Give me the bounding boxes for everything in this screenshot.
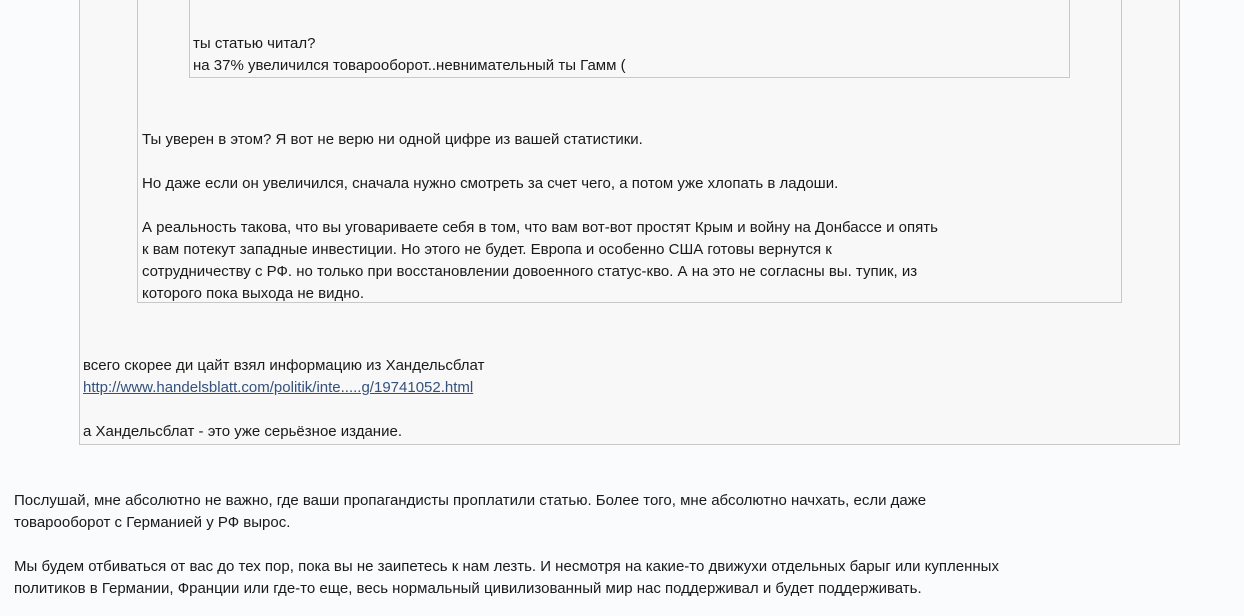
post-para2-line-1: Мы будем отбиваться от вас до тех пор, пока вы не заипетесь к нам лезть. И несмотря на какие-то движухи отдельных барыг или купленных [14, 558, 999, 575]
quote-outer-line-2: а Хандельсблат - это уже серьёзное издание. [83, 423, 402, 440]
blank-line [142, 195, 1117, 217]
quote-outer-line-1: всего скорее ди цайт взял информацию из Хандельсблат [83, 357, 485, 374]
quote-middle-para3-line-2: к вам потекут западные инвестиции. Но этого не будет. Европа и особенно США готовы вернутся к [142, 241, 832, 258]
handelsblatt-link[interactable]: http://www.handelsblatt.com/politik/inte.....g/19741052.html [83, 379, 474, 396]
blank-line [142, 151, 1117, 173]
post-body-text [14, 490, 999, 600]
quote-inner [189, 0, 1070, 78]
quote-outer-link-line [83, 377, 484, 399]
quote-middle [137, 0, 1122, 303]
quote-middle-para3-line-4: которого пока выхода не видно. [142, 285, 365, 302]
quote-outer-text [83, 355, 484, 443]
post-para1-line-1: Послушай, мне абсолютно не важно, где ваши пропагандисты проплатили статью. Более того, мне абсолютно начхать, если даже [14, 492, 927, 509]
quote-middle-text [142, 129, 1117, 305]
quote-middle-para1: Ты уверен в этом? Я вот не верю ни одной цифре из вашей статистики. [142, 131, 643, 148]
post-para2 [14, 556, 999, 600]
post-para1-line-2: товарооборот с Германией у РФ вырос. [14, 514, 291, 531]
quote-inner-line-1: ты статью читал? [193, 35, 316, 52]
quote-outer [79, 0, 1180, 445]
quote-inner-text [193, 33, 626, 77]
post-para1 [14, 490, 999, 534]
quote-middle-para3-line-1: А реальность такова, что вы уговариваете себя в том, что вам вот-вот простят Крым и войну на Донбассе и опять [142, 219, 938, 236]
quote-inner-line-2: на 37% увеличился товарооборот..невнимательный ты Гамм ( [193, 57, 626, 74]
post-para2-line-2: политиков в Германии, Франции или где-то еще, весь нормальный цивилизованный мир нас поддерживал и будет поддерживать. [14, 580, 922, 597]
quote-middle-para3-line-3: сотрудничеству с РФ. но только при восстановлении довоенного статус-кво. А на это не согласны вы. тупик, из [142, 263, 918, 280]
blank-line [83, 399, 484, 421]
quote-middle-para2: Но даже если он увеличился, сначала нужно смотреть за счет чего, а потом уже хлопать в ладоши. [142, 175, 839, 192]
blank-line [14, 534, 999, 556]
quote-middle-para3 [142, 217, 1117, 305]
